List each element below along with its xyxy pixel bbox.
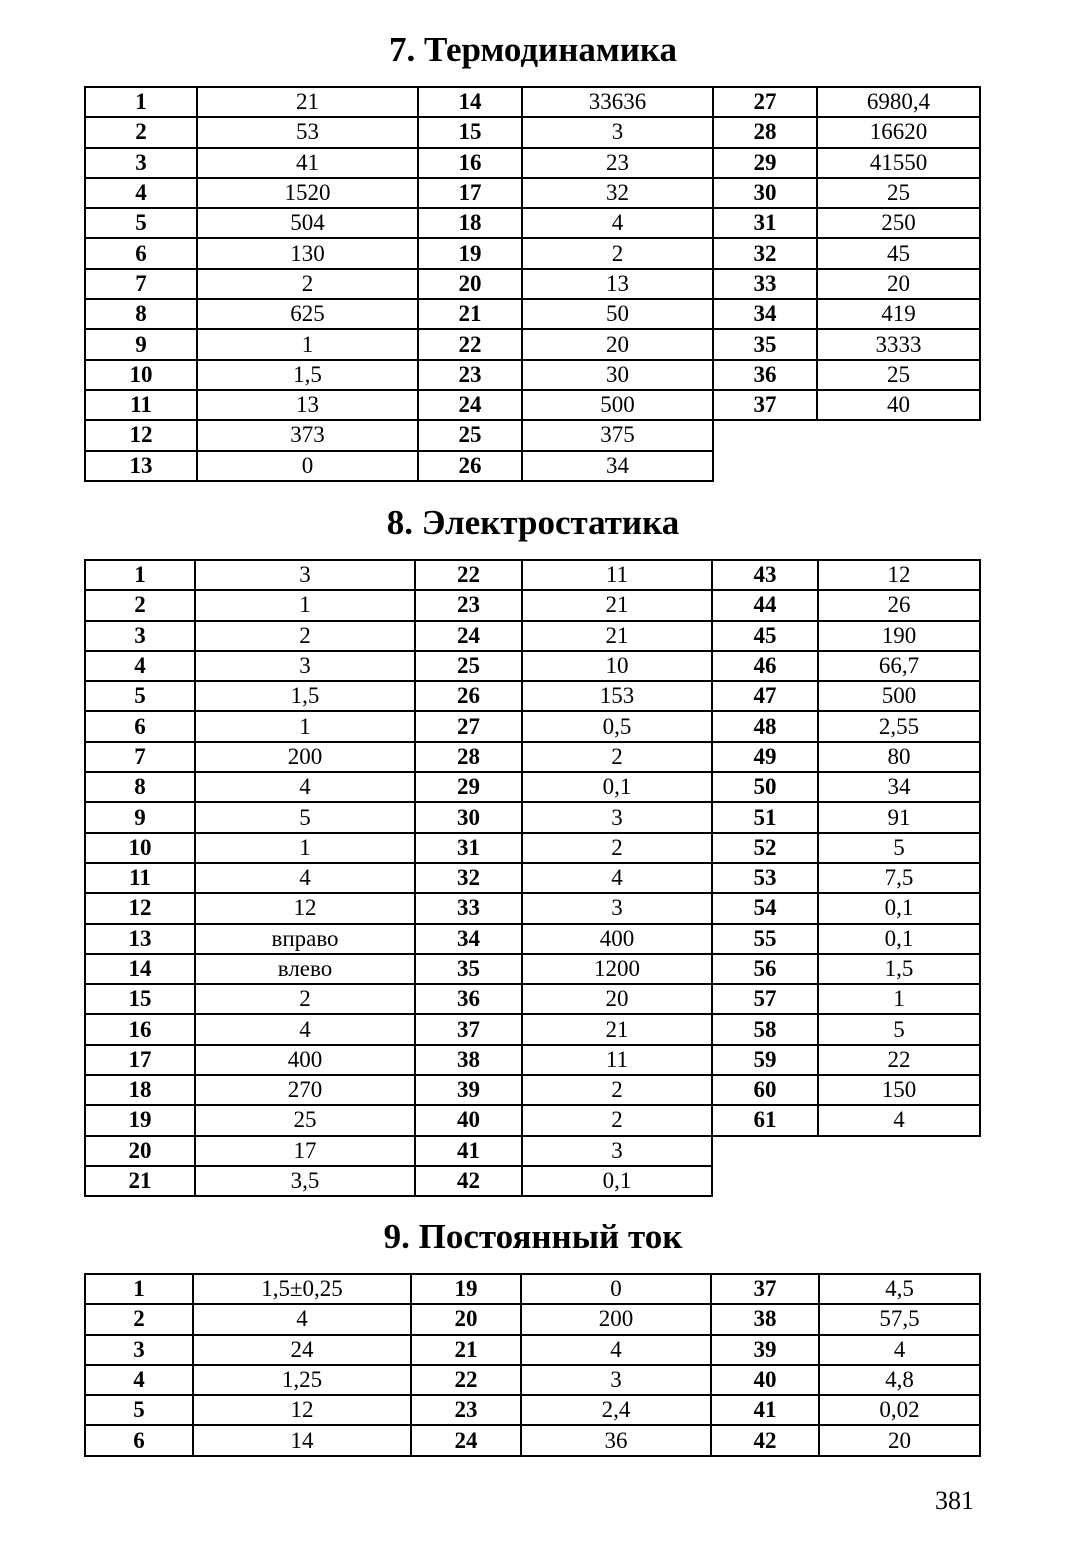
problem-number: 32 xyxy=(415,863,522,893)
table-row xyxy=(85,451,980,481)
problem-number: 9 xyxy=(85,329,197,359)
answer-value: 500 xyxy=(818,681,980,711)
problem-number: 52 xyxy=(712,833,818,863)
answer-value: 400 xyxy=(195,1045,415,1075)
answer-value: 91 xyxy=(818,802,980,832)
problem-number: 37 xyxy=(711,1274,819,1304)
problem-number: 44 xyxy=(712,590,818,620)
problem-number: 45 xyxy=(712,621,818,651)
problem-number: 50 xyxy=(712,772,818,802)
problem-number: 58 xyxy=(712,1014,818,1044)
problem-number: 1 xyxy=(85,1274,193,1304)
answer-value: 4 xyxy=(522,863,712,893)
table-row xyxy=(85,420,980,450)
answer-value: 17 xyxy=(195,1136,415,1166)
problem-number: 41 xyxy=(711,1395,819,1425)
answer-value: 45 xyxy=(817,238,980,268)
table-row xyxy=(85,711,980,741)
section-title-direct-current: 9. Постоянный ток xyxy=(383,1217,683,1256)
problem-number: 31 xyxy=(415,833,522,863)
problem-number: 7 xyxy=(85,269,197,299)
empty-cell xyxy=(817,420,980,450)
answer-value: 419 xyxy=(817,299,980,329)
answer-value: 12 xyxy=(195,893,415,923)
problem-number: 42 xyxy=(415,1166,522,1196)
problem-number: 30 xyxy=(415,802,522,832)
problem-number: 21 xyxy=(418,299,522,329)
problem-number: 3 xyxy=(85,621,195,651)
answer-value: 200 xyxy=(195,742,415,772)
table-row xyxy=(85,560,980,590)
answer-value: 1 xyxy=(195,711,415,741)
table-row xyxy=(85,299,980,329)
table-row xyxy=(85,148,980,178)
problem-number: 60 xyxy=(712,1075,818,1105)
problem-number: 1 xyxy=(85,87,197,117)
answer-value: 22 xyxy=(818,1045,980,1075)
problem-number: 4 xyxy=(85,651,195,681)
problem-number: 12 xyxy=(85,893,195,923)
answer-value: 4 xyxy=(819,1335,980,1365)
answer-value: 41 xyxy=(197,148,418,178)
problem-number: 8 xyxy=(85,772,195,802)
answer-value: 1,5±0,25 xyxy=(193,1274,411,1304)
answer-value: 150 xyxy=(818,1075,980,1105)
answer-value: 1,5 xyxy=(818,954,980,984)
problem-number: 59 xyxy=(712,1045,818,1075)
answer-value: 21 xyxy=(197,87,418,117)
empty-cell xyxy=(712,1136,818,1166)
problem-number: 47 xyxy=(712,681,818,711)
problem-number: 19 xyxy=(411,1274,521,1304)
table-row xyxy=(85,1075,980,1105)
answer-value: 1,5 xyxy=(197,360,418,390)
problem-number: 36 xyxy=(415,984,522,1014)
answer-value: 4 xyxy=(818,1105,980,1135)
problem-number: 21 xyxy=(85,1166,195,1196)
problem-number: 36 xyxy=(713,360,817,390)
answer-value: 2,55 xyxy=(818,711,980,741)
answer-value: 25 xyxy=(817,360,980,390)
answer-value: 3 xyxy=(195,651,415,681)
table-row xyxy=(85,238,980,268)
problem-number: 56 xyxy=(712,954,818,984)
answer-value: 1 xyxy=(818,984,980,1014)
answer-value: 5 xyxy=(195,802,415,832)
problem-number: 39 xyxy=(415,1075,522,1105)
table-row xyxy=(85,863,980,893)
answer-value: 2 xyxy=(522,1105,712,1135)
problem-number: 7 xyxy=(85,742,195,772)
answer-value: 250 xyxy=(817,208,980,238)
answer-value: 21 xyxy=(522,1014,712,1044)
problem-number: 27 xyxy=(713,87,817,117)
table-row xyxy=(85,681,980,711)
answer-value: влево xyxy=(195,954,415,984)
table-row xyxy=(85,1335,980,1365)
problem-number: 55 xyxy=(712,924,818,954)
answer-value: 4 xyxy=(193,1304,411,1334)
problem-number: 18 xyxy=(418,208,522,238)
table-row xyxy=(85,772,980,802)
answer-value: 4 xyxy=(195,772,415,802)
problem-number: 27 xyxy=(415,711,522,741)
problem-number: 57 xyxy=(712,984,818,1014)
problem-number: 5 xyxy=(85,208,197,238)
table-row xyxy=(85,802,980,832)
problem-number: 12 xyxy=(85,420,197,450)
problem-number: 6 xyxy=(85,238,197,268)
problem-number: 51 xyxy=(712,802,818,832)
problem-number: 10 xyxy=(85,833,195,863)
answer-value: 33636 xyxy=(522,87,713,117)
answer-value: 34 xyxy=(522,451,713,481)
problem-number: 16 xyxy=(85,1014,195,1044)
answer-value: 1200 xyxy=(522,954,712,984)
answer-value: 25 xyxy=(817,178,980,208)
problem-number: 46 xyxy=(712,651,818,681)
table-row xyxy=(85,87,980,117)
problem-number: 31 xyxy=(713,208,817,238)
answer-value: 2 xyxy=(522,1075,712,1105)
table-row xyxy=(85,1395,980,1425)
answer-value: 2,4 xyxy=(521,1395,711,1425)
problem-number: 17 xyxy=(418,178,522,208)
problem-number: 3 xyxy=(85,148,197,178)
answers-table-thermodynamics xyxy=(84,86,981,482)
answer-value: 20 xyxy=(817,269,980,299)
problem-number: 19 xyxy=(418,238,522,268)
problem-number: 16 xyxy=(418,148,522,178)
answer-value: 50 xyxy=(522,299,713,329)
answer-value: 2 xyxy=(522,742,712,772)
answer-value: 13 xyxy=(197,390,418,420)
empty-cell xyxy=(713,451,817,481)
answer-value: 4 xyxy=(195,1014,415,1044)
problem-number: 15 xyxy=(85,984,195,1014)
answer-value: 0,1 xyxy=(522,1166,712,1196)
answer-value: 12 xyxy=(818,560,980,590)
problem-number: 25 xyxy=(415,651,522,681)
problem-number: 21 xyxy=(411,1335,521,1365)
answer-value: 153 xyxy=(522,681,712,711)
problem-number: 5 xyxy=(85,681,195,711)
empty-cell xyxy=(817,451,980,481)
table-row xyxy=(85,1105,980,1135)
answer-value: 1,5 xyxy=(195,681,415,711)
answer-value: 3 xyxy=(522,802,712,832)
problem-number: 37 xyxy=(415,1014,522,1044)
answer-value: 0,1 xyxy=(818,893,980,923)
answer-value: 3 xyxy=(521,1365,711,1395)
problem-number: 23 xyxy=(411,1395,521,1425)
problem-number: 35 xyxy=(415,954,522,984)
answer-value: 3333 xyxy=(817,329,980,359)
problem-number: 35 xyxy=(713,329,817,359)
problem-number: 11 xyxy=(85,863,195,893)
problem-number: 1 xyxy=(85,560,195,590)
answer-value: 130 xyxy=(197,238,418,268)
problem-number: 14 xyxy=(418,87,522,117)
answer-value: 3 xyxy=(522,1136,712,1166)
answers-table-direct-current xyxy=(84,1273,981,1457)
problem-number: 49 xyxy=(712,742,818,772)
answer-value: 2 xyxy=(195,621,415,651)
empty-cell xyxy=(818,1136,980,1166)
problem-number: 29 xyxy=(713,148,817,178)
answer-value: 12 xyxy=(193,1395,411,1425)
problem-number: 26 xyxy=(415,681,522,711)
table-row xyxy=(85,360,980,390)
answer-value: 0,1 xyxy=(818,924,980,954)
answer-value: 504 xyxy=(197,208,418,238)
answer-value: 1,25 xyxy=(193,1365,411,1395)
answer-value: 21 xyxy=(522,621,712,651)
answer-value: 53 xyxy=(197,117,418,147)
table-row xyxy=(85,924,980,954)
table-row xyxy=(85,1045,980,1075)
answer-value: 4,8 xyxy=(819,1365,980,1395)
answer-value: 625 xyxy=(197,299,418,329)
problem-number: 13 xyxy=(85,924,195,954)
problem-number: 14 xyxy=(85,954,195,984)
answer-value: 34 xyxy=(818,772,980,802)
problem-number: 10 xyxy=(85,360,197,390)
answer-value: 13 xyxy=(522,269,713,299)
problem-number: 22 xyxy=(415,560,522,590)
answer-value: 20 xyxy=(522,329,713,359)
answer-value: 373 xyxy=(197,420,418,450)
table-row xyxy=(85,984,980,1014)
answer-value: 270 xyxy=(195,1075,415,1105)
answer-value: 80 xyxy=(818,742,980,772)
answer-value: 6980,4 xyxy=(817,87,980,117)
answers-table-electrostatics xyxy=(84,559,981,1197)
problem-number: 28 xyxy=(415,742,522,772)
answer-value: 1 xyxy=(195,833,415,863)
problem-number: 34 xyxy=(415,924,522,954)
problem-number: 61 xyxy=(712,1105,818,1135)
problem-number: 18 xyxy=(85,1075,195,1105)
table-row xyxy=(85,178,980,208)
table-row xyxy=(85,621,980,651)
answer-value: 2 xyxy=(195,984,415,1014)
problem-number: 28 xyxy=(713,117,817,147)
table-row xyxy=(85,390,980,420)
empty-cell xyxy=(818,1166,980,1196)
answer-value: 4 xyxy=(521,1335,711,1365)
answer-value: 24 xyxy=(193,1335,411,1365)
problem-number: 23 xyxy=(415,590,522,620)
answer-value: 20 xyxy=(819,1425,980,1455)
section-title-thermodynamics: 7. Термодинамика xyxy=(388,30,678,69)
problem-number: 48 xyxy=(712,711,818,741)
answer-value: 1 xyxy=(197,329,418,359)
answer-value: 5 xyxy=(818,833,980,863)
problem-number: 43 xyxy=(712,560,818,590)
answer-value: 41550 xyxy=(817,148,980,178)
answer-value: 2 xyxy=(522,833,712,863)
empty-cell xyxy=(713,420,817,450)
table-row xyxy=(85,590,980,620)
table-row xyxy=(85,1304,980,1334)
problem-number: 29 xyxy=(415,772,522,802)
problem-number: 24 xyxy=(415,621,522,651)
answer-value: 3,5 xyxy=(195,1166,415,1196)
answer-value: 21 xyxy=(522,590,712,620)
problem-number: 33 xyxy=(713,269,817,299)
table-row xyxy=(85,1365,980,1395)
answer-value: 3 xyxy=(522,893,712,923)
answer-value: 0 xyxy=(197,451,418,481)
problem-number: 9 xyxy=(85,802,195,832)
problem-number: 34 xyxy=(713,299,817,329)
table-row xyxy=(85,208,980,238)
problem-number: 25 xyxy=(418,420,522,450)
answer-value: 1 xyxy=(195,590,415,620)
answer-value: 2 xyxy=(522,238,713,268)
table-row xyxy=(85,269,980,299)
problem-number: 11 xyxy=(85,390,197,420)
answer-value: 25 xyxy=(195,1105,415,1135)
table-row xyxy=(85,1166,980,1196)
answer-value: 66,7 xyxy=(818,651,980,681)
problem-number: 33 xyxy=(415,893,522,923)
problem-number: 26 xyxy=(418,451,522,481)
table-row xyxy=(85,651,980,681)
problem-number: 13 xyxy=(85,451,197,481)
problem-number: 42 xyxy=(711,1425,819,1455)
table-row xyxy=(85,954,980,984)
table-row xyxy=(85,742,980,772)
problem-number: 20 xyxy=(411,1304,521,1334)
answer-value: 1520 xyxy=(197,178,418,208)
problem-number: 6 xyxy=(85,1425,193,1455)
problem-number: 37 xyxy=(713,390,817,420)
answer-value: 57,5 xyxy=(819,1304,980,1334)
problem-number: 40 xyxy=(415,1105,522,1135)
problem-number: 22 xyxy=(418,329,522,359)
problem-number: 4 xyxy=(85,178,197,208)
empty-cell xyxy=(712,1166,818,1196)
table-row xyxy=(85,893,980,923)
answer-value: 20 xyxy=(522,984,712,1014)
answer-value: 200 xyxy=(521,1304,711,1334)
table-row xyxy=(85,329,980,359)
page-number: 381 xyxy=(935,1486,974,1515)
answer-value: 500 xyxy=(522,390,713,420)
answer-value: 14 xyxy=(193,1425,411,1455)
problem-number: 40 xyxy=(711,1365,819,1395)
answer-value: 400 xyxy=(522,924,712,954)
answer-value: 32 xyxy=(522,178,713,208)
problem-number: 20 xyxy=(85,1136,195,1166)
table-row xyxy=(85,117,980,147)
problem-number: 53 xyxy=(712,863,818,893)
problem-number: 6 xyxy=(85,711,195,741)
answer-value: 23 xyxy=(522,148,713,178)
answer-value: 4 xyxy=(195,863,415,893)
problem-number: 20 xyxy=(418,269,522,299)
answer-value: 2 xyxy=(197,269,418,299)
answer-value: 0 xyxy=(521,1274,711,1304)
problem-number: 2 xyxy=(85,590,195,620)
answer-value: 40 xyxy=(817,390,980,420)
answer-value: 11 xyxy=(522,1045,712,1075)
answer-value: 4,5 xyxy=(819,1274,980,1304)
answer-value: 30 xyxy=(522,360,713,390)
answer-value: 26 xyxy=(818,590,980,620)
table-row xyxy=(85,833,980,863)
section-title-electrostatics: 8. Электростатика xyxy=(386,503,680,542)
problem-number: 22 xyxy=(411,1365,521,1395)
answer-value: 190 xyxy=(818,621,980,651)
problem-number: 38 xyxy=(711,1304,819,1334)
answer-value: вправо xyxy=(195,924,415,954)
answer-value: 36 xyxy=(521,1425,711,1455)
problem-number: 2 xyxy=(85,1304,193,1334)
problem-number: 2 xyxy=(85,117,197,147)
problem-number: 5 xyxy=(85,1395,193,1425)
table-row xyxy=(85,1274,980,1304)
answer-value: 3 xyxy=(522,117,713,147)
answer-value: 4 xyxy=(522,208,713,238)
problem-number: 41 xyxy=(415,1136,522,1166)
problem-number: 30 xyxy=(713,178,817,208)
problem-number: 39 xyxy=(711,1335,819,1365)
problem-number: 32 xyxy=(713,238,817,268)
answer-value: 0,5 xyxy=(522,711,712,741)
problem-number: 19 xyxy=(85,1105,195,1135)
answer-value: 7,5 xyxy=(818,863,980,893)
answer-value: 375 xyxy=(522,420,713,450)
problem-number: 24 xyxy=(411,1425,521,1455)
table-row xyxy=(85,1014,980,1044)
answer-value: 5 xyxy=(818,1014,980,1044)
problem-number: 38 xyxy=(415,1045,522,1075)
answer-value: 0,02 xyxy=(819,1395,980,1425)
problem-number: 15 xyxy=(418,117,522,147)
problem-number: 23 xyxy=(418,360,522,390)
answer-value: 3 xyxy=(195,560,415,590)
problem-number: 17 xyxy=(85,1045,195,1075)
problem-number: 4 xyxy=(85,1365,193,1395)
table-row xyxy=(85,1425,980,1455)
answer-value: 11 xyxy=(522,560,712,590)
problem-number: 54 xyxy=(712,893,818,923)
answer-value: 16620 xyxy=(817,117,980,147)
problem-number: 24 xyxy=(418,390,522,420)
table-row xyxy=(85,1136,980,1166)
answer-value: 10 xyxy=(522,651,712,681)
answer-value: 0,1 xyxy=(522,772,712,802)
problem-number: 3 xyxy=(85,1335,193,1365)
problem-number: 8 xyxy=(85,299,197,329)
